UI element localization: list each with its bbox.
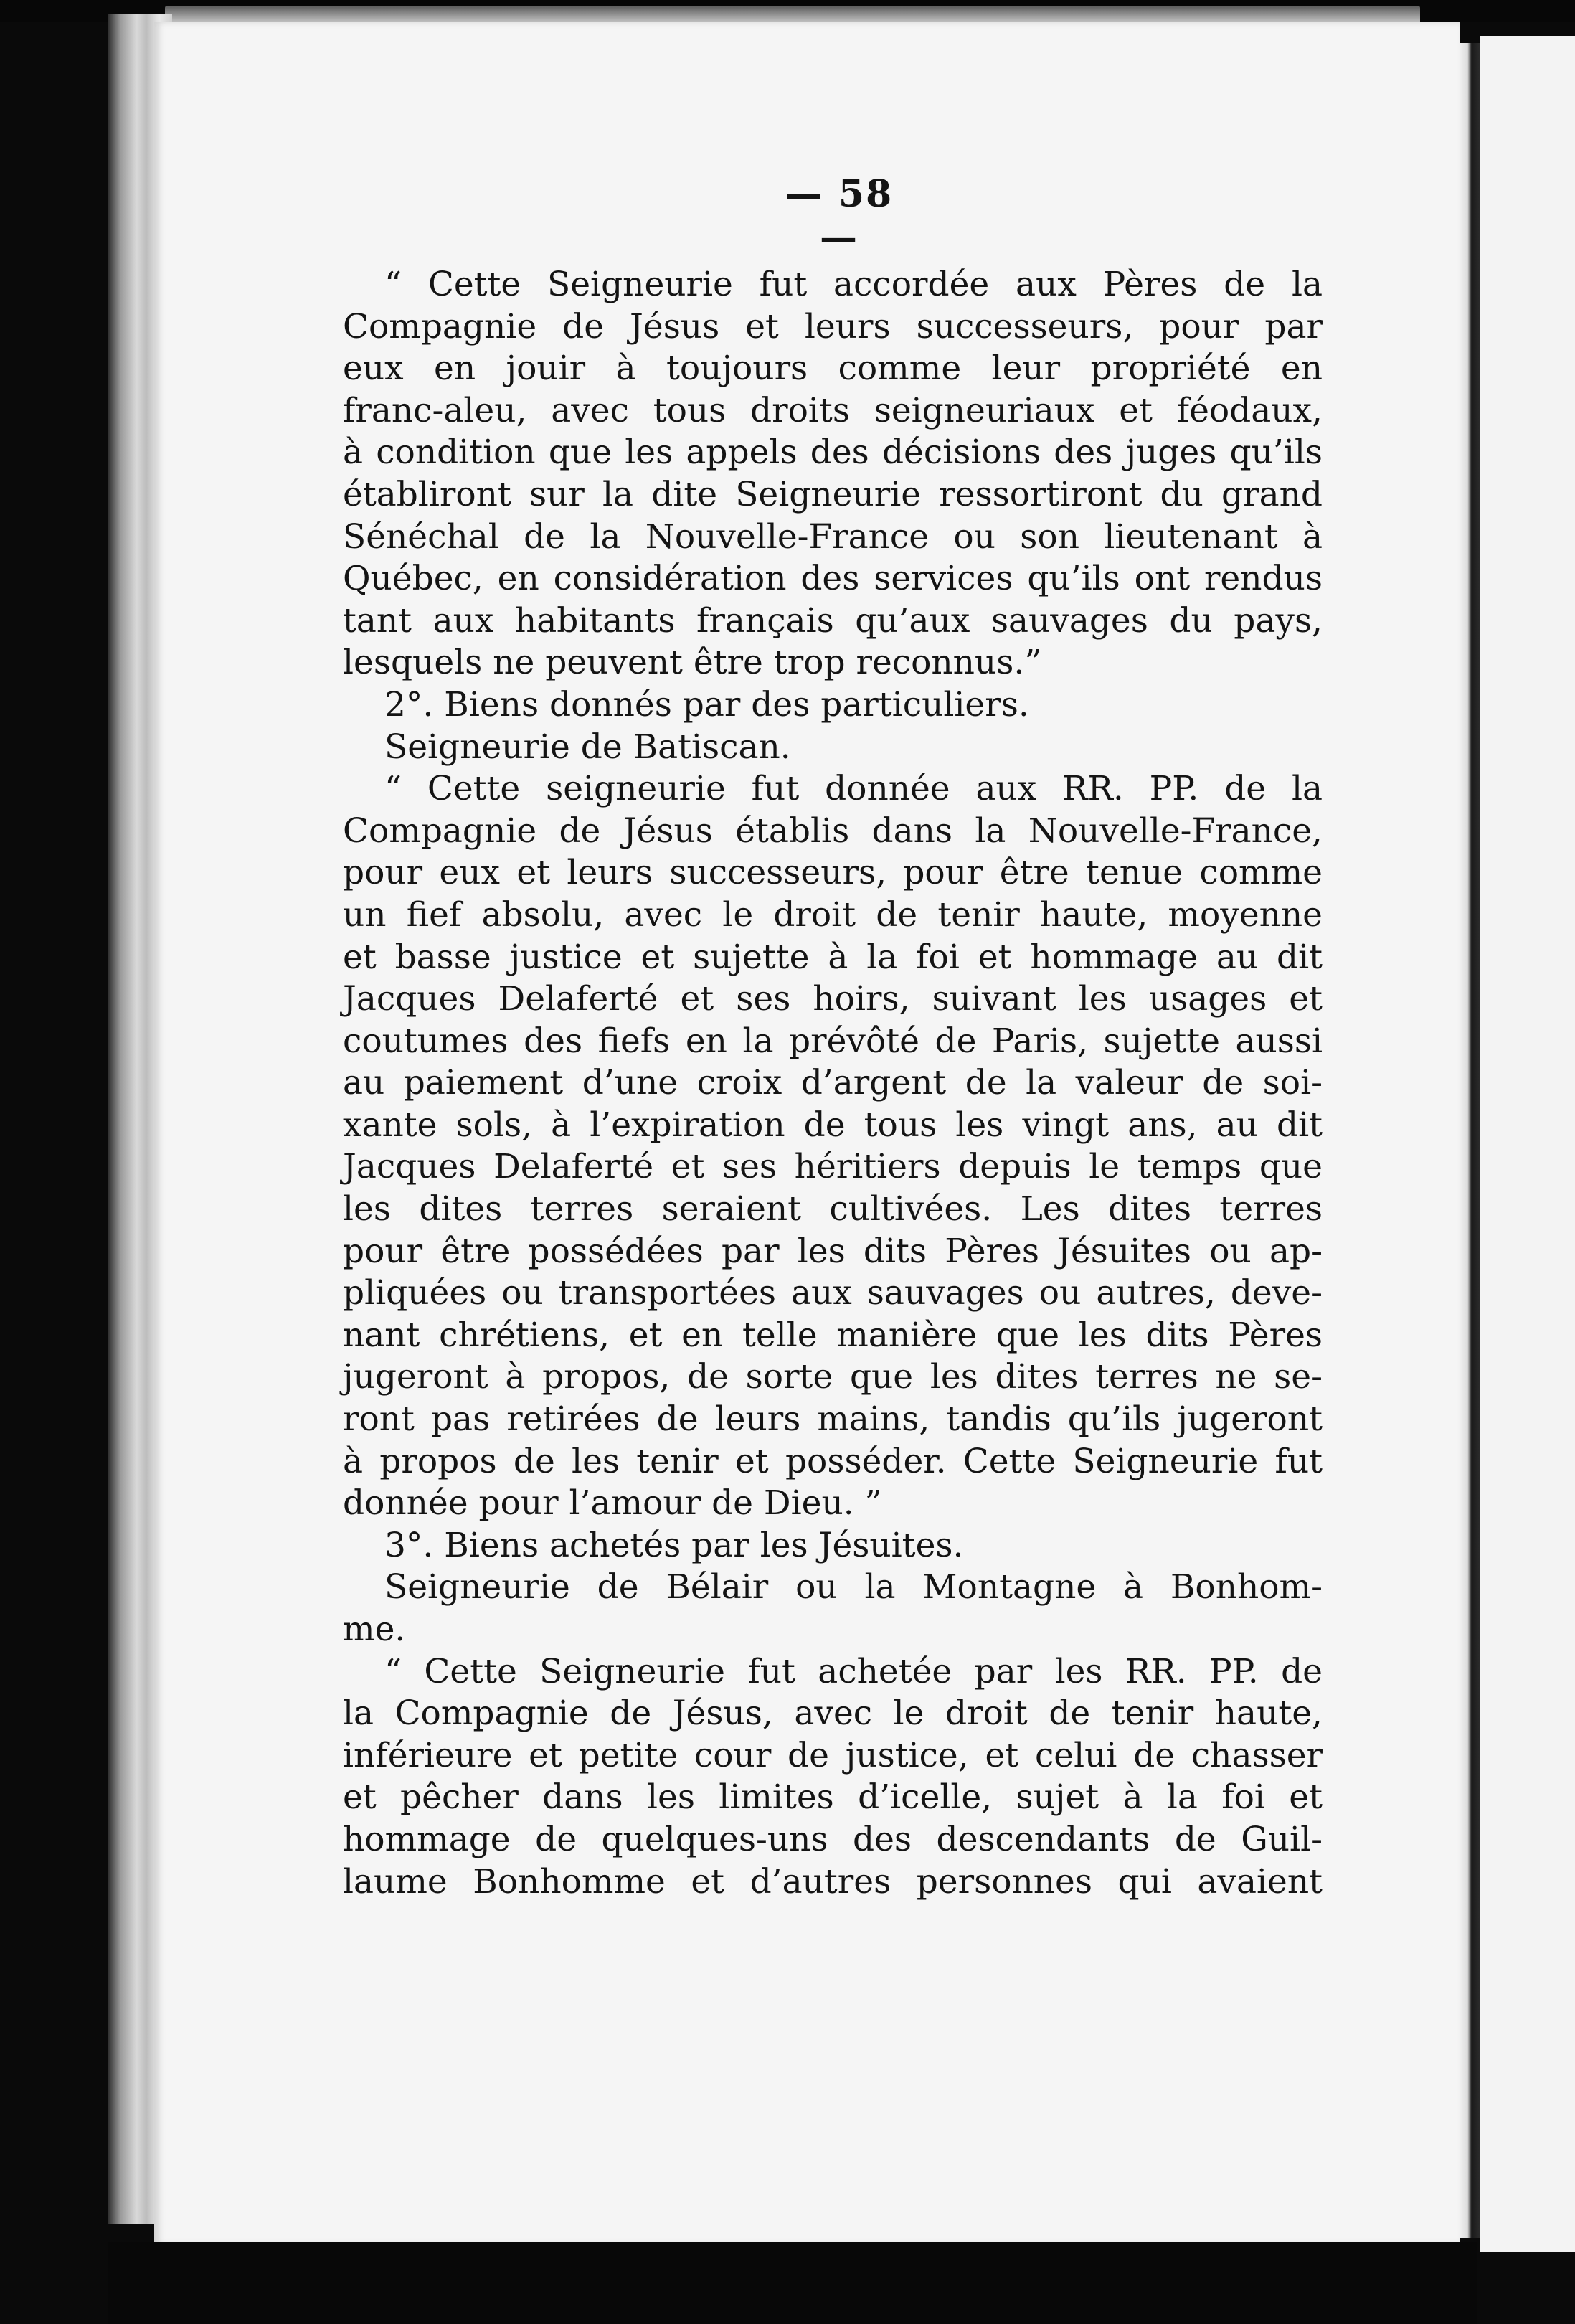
text-line: me. [343,1610,406,1649]
text-line: coutumes des fiefs en la prévôté de Paris, sujette aussi [343,1021,1323,1061]
text-line: la Compagnie de Jésus, avec le droit de tenir haute, [343,1694,1323,1734]
text-line: nant chrétiens, et en telle manière que les dits Pères [343,1315,1323,1355]
text-line: hommage de quelques-uns des descendants de Guil- [343,1819,1323,1859]
text-line: laume Bonhomme et d’autres personnes qui avaient [343,1861,1323,1902]
text-line: et pêcher dans les limites d’icelle, sujet à la foi et [343,1777,1323,1818]
text-line: donnée pour l’amour de Dieu. ” [343,1483,882,1524]
text-line: lesquels ne peuvent être trop reconnus.” [343,643,1042,683]
text-line: eux en jouir à toujours comme leur propriété en [343,349,1323,389]
section-heading: 3°. Biens achetés par les Jésuites. [384,1525,964,1565]
text-line: Jacques Delaferté et ses hoirs, suivant les usages et [343,979,1323,1019]
text-line: Compagnie de Jésus établis dans la Nouvelle-France, [343,811,1323,851]
text-line: pour eux et leurs successeurs, pour être tenue comme [343,853,1323,893]
text-line: au paiement d’une croix d’argent de la valeur de soi- [343,1063,1323,1103]
facing-page-strip [1480,36,1575,2252]
text-line: établiront sur la dite Seigneurie ressortiront du grand [343,474,1323,514]
text-line: les dites terres seraient cultivées. Les dites terres [343,1189,1323,1229]
page-gutter-edge [1460,43,1480,2238]
text-line: xante sols, à l’expiration de tous les vingt ans, au dit [343,1105,1323,1145]
text-line: à propos de les tenir et posséder. Cette Seigneurie fut [343,1441,1323,1481]
text-line: pour être possédées par les dits Pères Jésuites ou ap- [343,1231,1323,1271]
subsection-heading: Seigneurie de Bélair ou la Montagne à Bonhom- [384,1567,1323,1607]
text-line: jugeront à propos, de sorte que les dites terres ne se- [343,1357,1323,1397]
text-line: “ Cette Seigneurie fut achetée par les RR. PP. de [384,1651,1323,1691]
section-heading: 2°. Biens donnés par des particuliers. [384,684,1029,724]
text-line: Québec, en considération des services qu’ils ont rendus [343,559,1323,599]
text-line: “ Cette Seigneurie fut accordée aux Pères de la [384,265,1323,304]
text-line: franc-aleu, avec tous droits seigneuriaux et féodaux, [343,390,1323,430]
text-line: Compagnie de Jésus et leurs successeurs, pour par [343,306,1323,346]
text-line: ront pas retirées de leurs mains, tandis qu’ils jugeront [343,1399,1323,1440]
text-line: “ Cette seigneurie fut donnée aux RR. PP. de la [384,769,1323,809]
text-line: inférieure et petite cour de justice, et celui de chasser [343,1735,1323,1775]
text-line: à condition que les appels des décisions des juges qu’ils [343,433,1323,473]
text-line: Sénéchal de la Nouvelle-France ou son lieutenant à [343,516,1323,557]
text-line: Jacques Delaferté et ses héritiers depuis le temps que [343,1147,1323,1187]
page-number: — 58 — [785,172,894,260]
body-text [343,264,1323,1903]
bottom-shadow [108,2242,1477,2324]
text-line: tant aux habitants français qu’aux sauvages du pays, [343,600,1323,641]
text-line: pliquées ou transportées aux sauvages ou autres, deve- [343,1273,1323,1313]
text-line: et basse justice et sujette à la foi et hommage au dit [343,937,1323,977]
subsection-heading: Seigneurie de Batiscan. [384,727,791,767]
text-line: un fief absolu, avec le droit de tenir haute, moyenne [343,894,1323,935]
